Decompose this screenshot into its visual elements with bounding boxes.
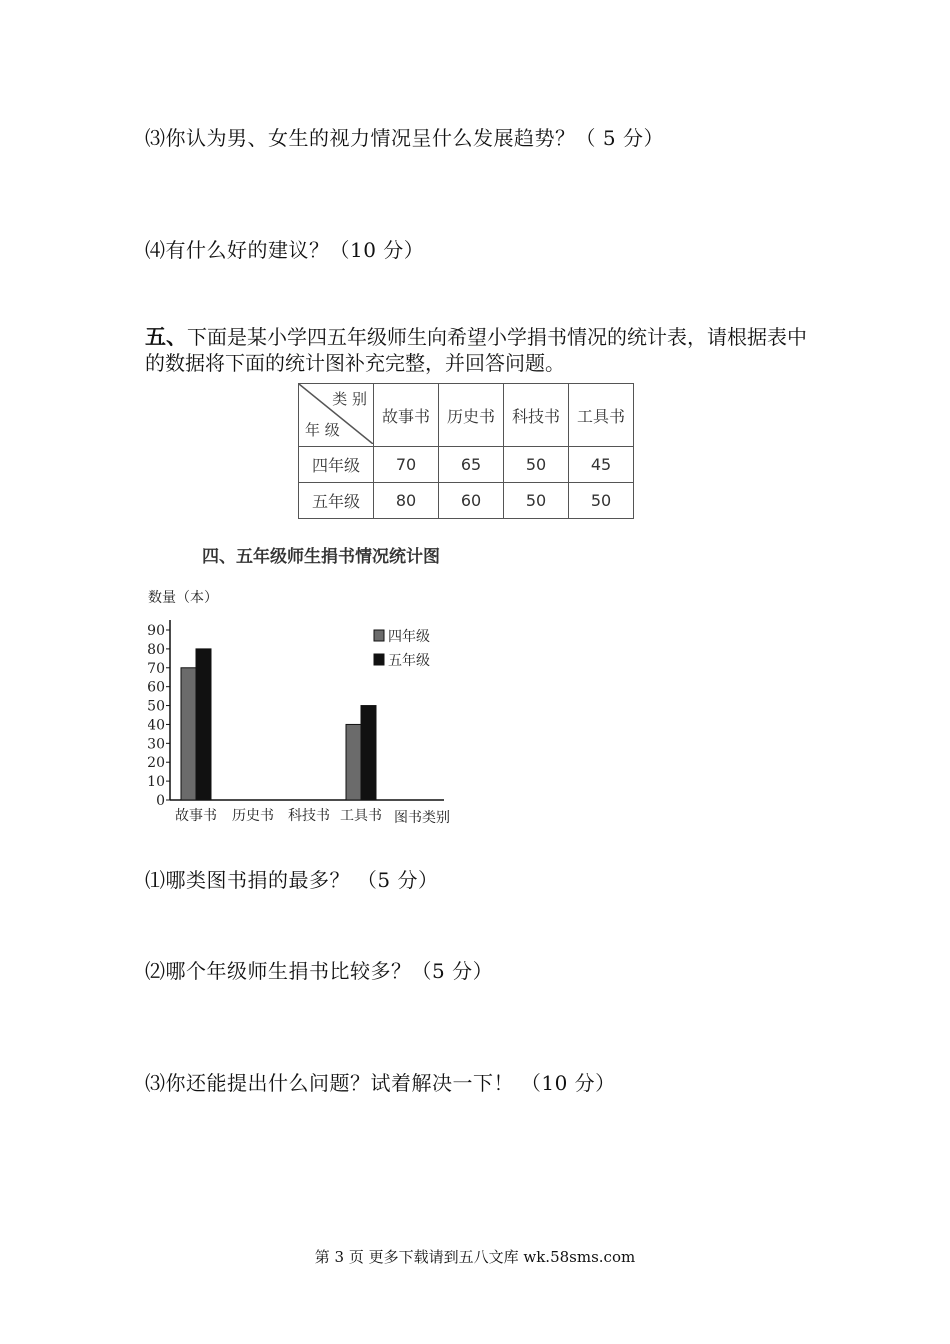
table-header: 工具书 <box>569 384 634 447</box>
y-tick-label: 20 <box>148 755 165 772</box>
chart-title: 四、五年级师生捐书情况统计图 <box>202 547 440 567</box>
section-number: 五、 <box>145 324 187 349</box>
table-cell: 60 <box>439 483 504 519</box>
table-row <box>299 483 634 519</box>
donation-chart <box>148 538 468 830</box>
y-tick-label: 80 <box>148 641 165 658</box>
question-3-own: ⑶你还能提出什么问题？试着解决一下！ （10 分） <box>145 1071 616 1095</box>
legend-swatch <box>374 654 384 665</box>
table-cell: 70 <box>374 447 439 483</box>
corner-grade-label: 年 级 <box>305 421 340 439</box>
y-tick-label: 30 <box>148 736 165 753</box>
y-tick-label: 90 <box>148 623 165 639</box>
x-tick-label: 故事书 <box>175 808 217 824</box>
bar-五年级-工具书 <box>361 706 376 800</box>
section-text: 下面是某小学四五年级师生向希望小学捐书情况的统计表，请根据表中的数据将下面的统计图补充完整，并回答问题。 <box>145 325 807 375</box>
table-header: 故事书 <box>374 384 439 447</box>
question-2-grade: ⑵哪个年级师生捐书比较多？（5 分） <box>145 959 494 983</box>
bar-四年级-故事书 <box>181 668 196 800</box>
legend-label: 四年级 <box>388 629 430 645</box>
row-label: 四年级 <box>299 447 374 483</box>
table-cell: 45 <box>569 447 634 483</box>
section-5-intro <box>145 324 815 376</box>
table-cell: 65 <box>439 447 504 483</box>
bar-四年级-工具书 <box>346 724 361 800</box>
x-tick-label: 历史书 <box>232 808 274 824</box>
y-tick-label: 40 <box>148 717 165 734</box>
row-label: 五年级 <box>299 483 374 519</box>
table-cell: 50 <box>504 483 569 519</box>
y-tick-label: 10 <box>148 774 165 791</box>
y-axis-label: 数量（本） <box>148 590 218 606</box>
legend-label: 五年级 <box>388 653 430 669</box>
y-tick-label: 50 <box>148 698 165 715</box>
y-tick-label: 0 <box>156 793 165 809</box>
bar-chart-svg <box>148 538 468 830</box>
corner-category-label: 类 别 <box>332 390 367 408</box>
y-tick-label: 60 <box>148 679 165 696</box>
page-footer: 第 3 页 更多下载请到五八文库 wk.58sms.com <box>314 1248 636 1266</box>
donation-table <box>298 383 634 519</box>
table-cell: 50 <box>504 447 569 483</box>
table-header: 科技书 <box>504 384 569 447</box>
x-tick-label: 科技书 <box>288 808 330 824</box>
x-axis-label: 图书类别 <box>394 810 450 826</box>
legend-swatch <box>374 630 384 641</box>
table-row <box>299 447 634 483</box>
x-tick-label: 工具书 <box>340 808 382 824</box>
table-corner-cell <box>299 384 374 447</box>
table-cell: 80 <box>374 483 439 519</box>
question-4-suggestion: ⑷有什么好的建议？（10 分） <box>145 238 425 262</box>
table-header: 历史书 <box>439 384 504 447</box>
bar-五年级-故事书 <box>196 649 211 800</box>
y-tick-label: 70 <box>148 660 165 677</box>
question-3-trend: ⑶你认为男、女生的视力情况呈什么发展趋势？（ 5 分） <box>145 126 664 150</box>
question-1-most: ⑴哪类图书捐的最多？ （5 分） <box>145 868 439 892</box>
table-cell: 50 <box>569 483 634 519</box>
